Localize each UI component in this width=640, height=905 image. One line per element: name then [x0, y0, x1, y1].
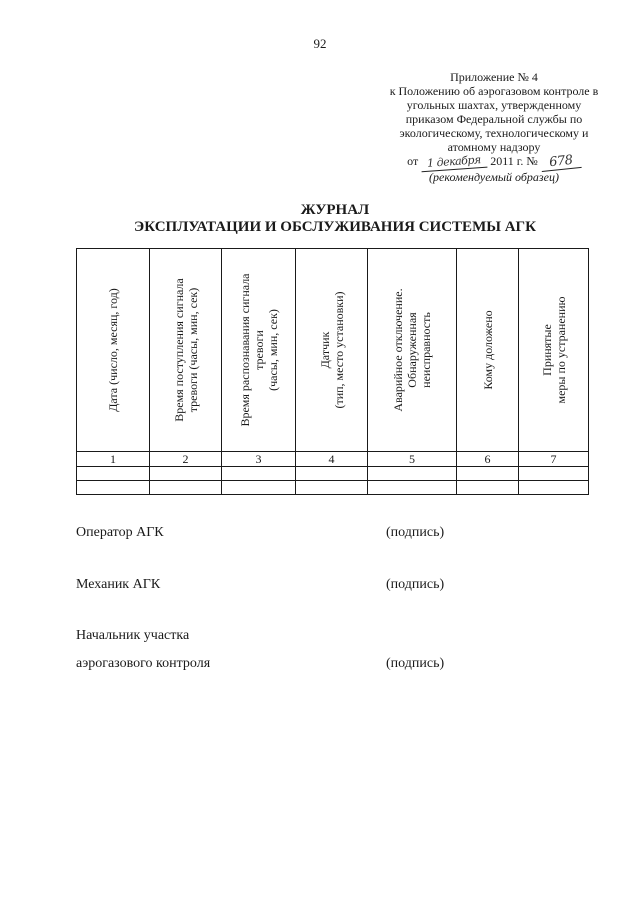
appendix-line: угольных шахтах, утвержденному [406, 98, 582, 112]
table-cell [296, 481, 368, 495]
page-number: 92 [313, 36, 327, 51]
appendix-line: экологическому, технологическому и [399, 126, 589, 140]
table-cell [222, 481, 296, 495]
column-number: 2 [150, 452, 222, 467]
table-cell [457, 467, 519, 481]
table-cell [457, 481, 519, 495]
journal-title: ЖУРНАЛ [300, 202, 370, 218]
header-row [77, 249, 589, 452]
column-header-alarm-recognized: Время распознавания сигнала тревоги (часы, мин, сек) [222, 249, 296, 452]
table-row [77, 467, 589, 481]
appendix-line: к Положению об аэрогазовом контроле в [389, 84, 599, 98]
column-header-sensor: Датчик (тип, место установки) [296, 249, 368, 452]
table-cell [519, 481, 589, 495]
signature-label: (подпись) [386, 577, 445, 592]
column-number-row [77, 452, 589, 467]
column-header-reported-to: Кому доложено [457, 249, 519, 452]
signature-role-mechanic: Механик АГК [76, 577, 161, 592]
table-cell [368, 481, 457, 495]
journal-subtitle: ЭКСПЛУАТАЦИИ И ОБСЛУЖИВАНИЯ СИСТЕМЫ АГК [134, 219, 536, 235]
column-header-emergency-shutdown: Аварийное отключение. Обнаруженная неисправность [368, 249, 457, 452]
table-cell [77, 467, 150, 481]
order-line [360, 154, 628, 170]
column-number: 6 [457, 452, 519, 467]
journal-table [76, 248, 589, 495]
table-row [77, 481, 589, 495]
table-cell [150, 467, 222, 481]
appendix-line: приказом Федеральной службы по [405, 112, 583, 126]
table-cell [368, 467, 457, 481]
column-number: 1 [77, 452, 150, 467]
column-header-alarm-received: Время поступления сигнала тревоги (часы, мин, сек) [150, 249, 222, 452]
column-header-measures: Принятые меры по устранению [519, 249, 589, 452]
table-cell [150, 481, 222, 495]
signature-role-chief-line1: Начальник участка [76, 628, 190, 643]
signature-role-operator: Оператор АГК [76, 525, 164, 540]
table-cell [77, 481, 150, 495]
column-number: 5 [368, 452, 457, 467]
column-number: 4 [296, 452, 368, 467]
table-cell [222, 467, 296, 481]
order-prefix: от [407, 154, 419, 168]
column-header-date: Дата (число, месяц, год) [77, 249, 150, 452]
signature-label: (подпись) [386, 656, 445, 671]
signature-role-chief-line2: аэрогазового контроля [76, 656, 211, 671]
appendix-line: атомному надзору [447, 140, 541, 154]
signature-label: (подпись) [386, 525, 445, 540]
table-cell [296, 467, 368, 481]
table-cell [519, 467, 589, 481]
column-number: 3 [222, 452, 296, 467]
recommended-sample: (рекомендуемый образец) [429, 170, 559, 184]
order-number-handwritten: 678 [540, 153, 581, 172]
appendix-block [360, 70, 628, 184]
order-date-handwritten: 1 декабря [421, 153, 488, 173]
appendix-line: Приложение № 4 [450, 70, 538, 84]
column-number: 7 [519, 452, 589, 467]
order-year: 2011 г. № [490, 154, 538, 168]
